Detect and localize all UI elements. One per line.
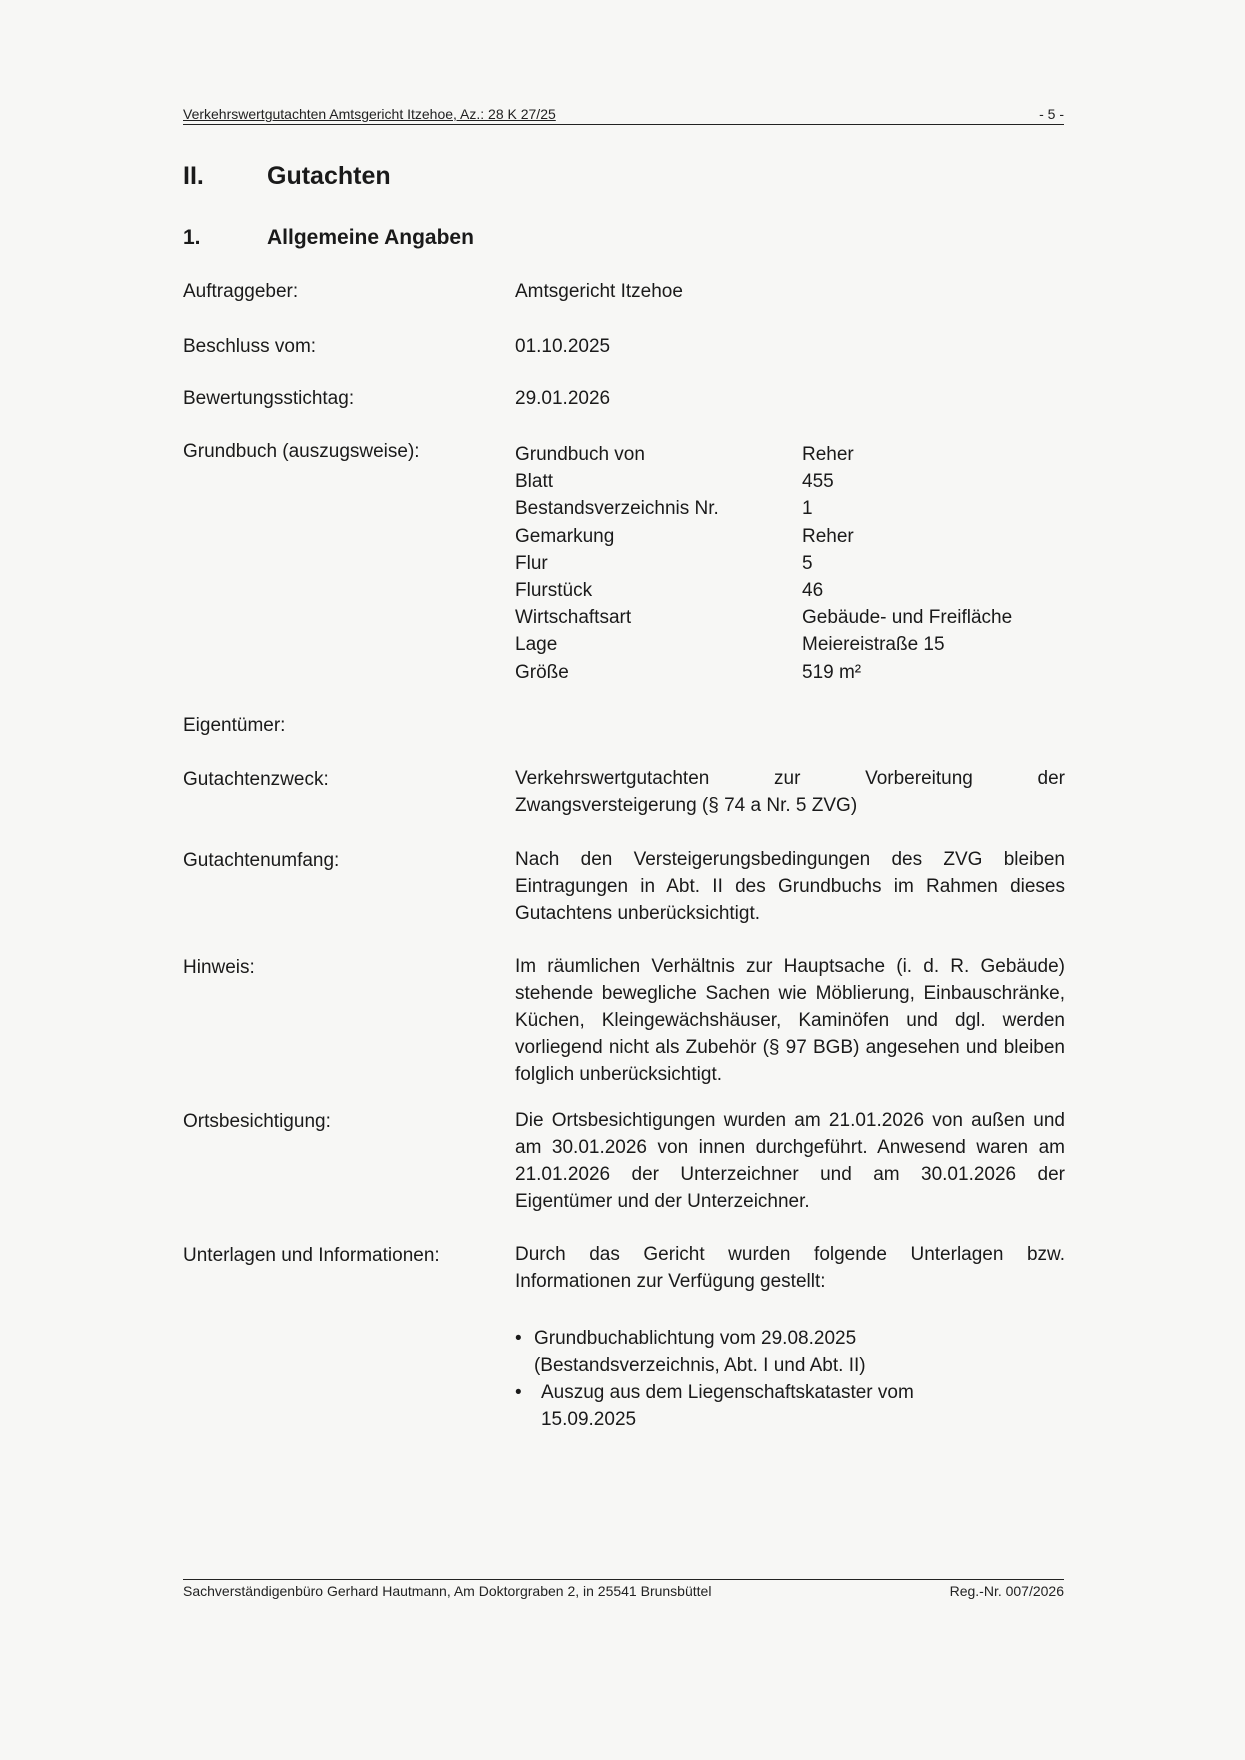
- grundbuch-value: 5: [802, 552, 813, 574]
- grundbuch-value: 455: [802, 471, 834, 493]
- grundbuch-row: [515, 468, 1012, 495]
- auftraggeber-label: Auftraggeber:: [183, 281, 299, 302]
- bullet-icon: •: [515, 1328, 522, 1349]
- grundbuch-value: 519 m²: [802, 661, 862, 683]
- grundbuch-table: [515, 441, 1012, 686]
- grundbuch-key: Lage: [515, 634, 558, 656]
- page-number: - 5 -: [1039, 106, 1064, 122]
- grundbuch-row: [515, 550, 1012, 577]
- hinweis-value: Im räumlichen Verhältnis zur Hauptsache (i. d. R. Gebäude) stehende bewegliche Sachen wie Möblierung, Einbauschränke, Küchen, Kleingewächshäuser, Kaminöfen und dgl. werden vorliegend nicht als Zubehör (§ 97 BGB) angesehen und bleiben folglich unberücksichtigt.: [515, 956, 1065, 1085]
- auftraggeber-value: Amtsgericht Itzehoe: [515, 281, 683, 302]
- grundbuch-value: Gebäude- und Freifläche: [802, 607, 1013, 629]
- grundbuch-key: Gemarkung: [515, 525, 615, 547]
- grundbuch-row: [515, 523, 1012, 550]
- grundbuch-value: 1: [802, 498, 813, 520]
- grundbuch-key: Grundbuch von: [515, 444, 645, 465]
- umfang-value: Nach den Versteigerungsbedingungen des ZVG bleiben Eintragungen in Abt. II des Grundbuchs im Rahmen dieses Gutachtens unberücksichtigt.: [515, 849, 1065, 924]
- section-title: Gutachten: [267, 162, 391, 190]
- page-footer: [183, 1579, 1064, 1599]
- ortsbesichtigung-value: Die Ortsbesichtigungen wurden am 21.01.2026 von außen und am 30.01.2026 von innen durchgeführt. Anwesend waren am 21.01.2026 der Unterzeichner und am 30.01.2026 der Eigentümer und der Unterzeichner.: [515, 1110, 1065, 1212]
- grundbuch-row: [515, 441, 1012, 468]
- footer-reg-number: Reg.-Nr. 007/2026: [949, 1583, 1064, 1599]
- unterlagen-label: Unterlagen und Informationen:: [183, 1245, 440, 1266]
- beschluss-label: Beschluss vom:: [183, 336, 317, 357]
- grundbuch-key: Bestandsverzeichnis Nr.: [515, 498, 719, 520]
- list-item-text: Auszug aus dem Liegenschaftskataster vom 15.09.2025: [540, 1382, 914, 1430]
- bullet-icon: •: [515, 1382, 522, 1403]
- grundbuch-value: Meiereistraße 15: [802, 634, 945, 656]
- umfang-label: Gutachtenumfang:: [183, 850, 340, 871]
- list-item-text: Grundbuchablichtung vom 29.08.2025 (Bestandsverzeichnis, Abt. I und Abt. II): [533, 1328, 866, 1376]
- beschluss-value: 01.10.2025: [515, 336, 611, 357]
- grundbuch-row: [515, 631, 1012, 658]
- ortsbesichtigung-label: Ortsbesichtigung:: [183, 1111, 331, 1132]
- grundbuch-key: Größe: [515, 661, 569, 683]
- eigentuemer-label: Eigentümer:: [183, 715, 286, 736]
- grundbuch-value: 46: [802, 580, 824, 602]
- unterlagen-list: [515, 1325, 965, 1433]
- grundbuch-label: Grundbuch (auszugsweise):: [183, 441, 420, 462]
- grundbuch-row: [515, 659, 1012, 686]
- list-item: [515, 1379, 965, 1433]
- subsection-title: Allgemeine Angaben: [267, 226, 474, 249]
- zweck-label: Gutachtenzweck:: [183, 769, 329, 790]
- stichtag-label: Bewertungsstichtag:: [183, 388, 355, 409]
- header-title: Verkehrswertgutachten Amtsgericht Itzehoe, Az.: 28 K 27/25: [183, 106, 556, 122]
- section-number: II.: [183, 162, 204, 190]
- grundbuch-key: Flurstück: [515, 580, 593, 602]
- hinweis-label: Hinweis:: [183, 957, 255, 978]
- grundbuch-row: [515, 577, 1012, 604]
- grundbuch-key: Flur: [515, 552, 548, 574]
- subsection-heading: [183, 226, 474, 250]
- page-header: [183, 106, 1064, 125]
- grundbuch-value: Reher: [802, 525, 854, 547]
- unterlagen-value: Durch das Gericht wurden folgende Unterlagen bzw. Informationen zur Verfügung gestellt:: [515, 1244, 1065, 1292]
- list-item: [515, 1325, 965, 1379]
- grundbuch-value: Reher: [802, 444, 854, 465]
- zweck-value: Verkehrswertgutachten zur Vorbereitung der Zwangsversteigerung (§ 74 a Nr. 5 ZVG): [515, 768, 1065, 816]
- footer-address: Sachverständigenbüro Gerhard Hautmann, Am Doktorgraben 2, in 25541 Brunsbüttel: [183, 1583, 712, 1599]
- subsection-number: 1.: [183, 226, 201, 249]
- grundbuch-row: [515, 604, 1012, 631]
- grundbuch-key: Blatt: [515, 471, 554, 493]
- section-heading: [183, 162, 391, 191]
- grundbuch-key: Wirtschaftsart: [515, 607, 632, 629]
- grundbuch-row: [515, 495, 1012, 522]
- stichtag-value: 29.01.2026: [515, 388, 611, 409]
